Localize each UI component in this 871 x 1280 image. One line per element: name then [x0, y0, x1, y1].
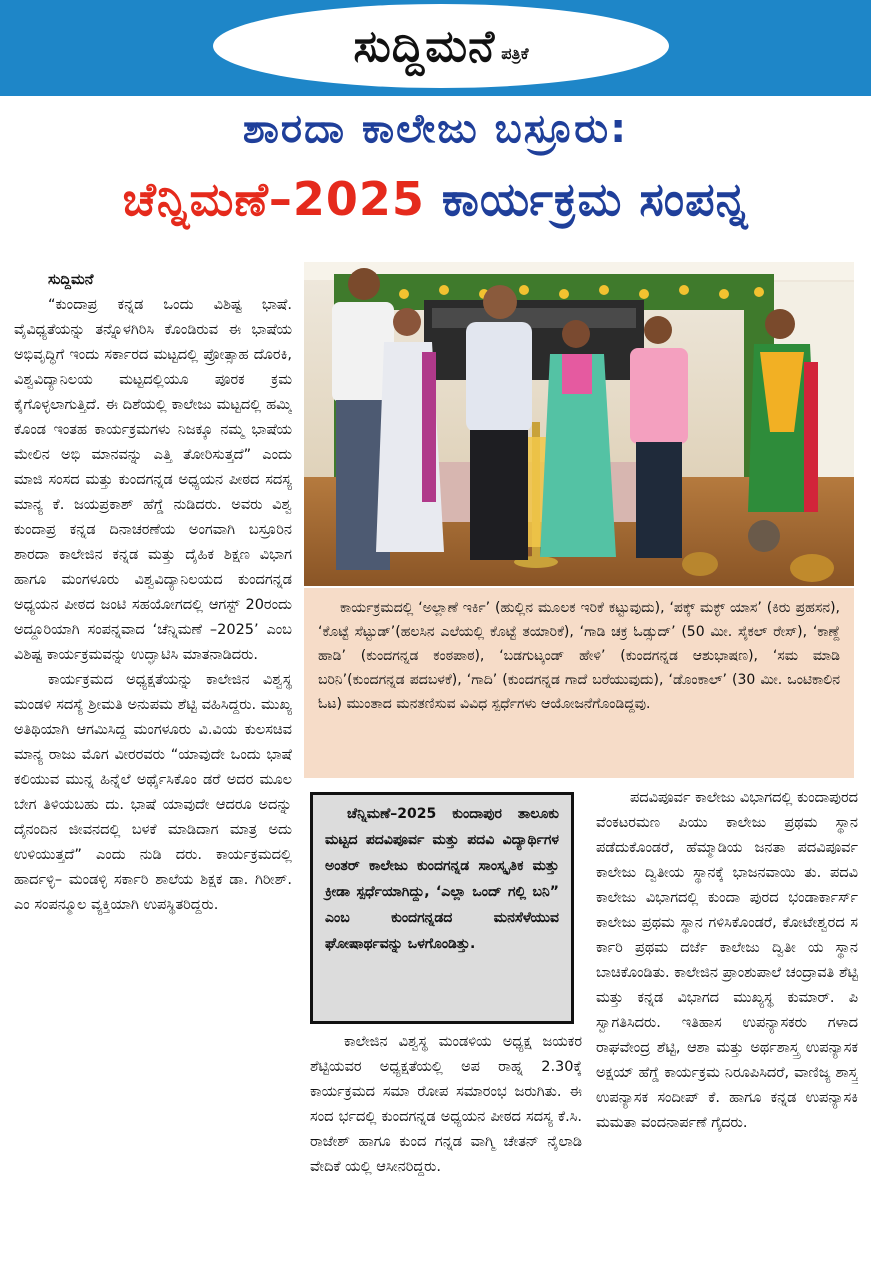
article-paragraph-2: ಕಾರ್ಯಕ್ರಮದ ಅಧ್ಯಕ್ಷತೆಯನ್ನು ಕಾಲೇಜಿನ ವಿಶ್ವಸ್ಥ ಮಂಡಳಿ ಸದಸ್ಯೆ ಶ್ರೀಮತಿ ಅನುಪಮ ಶೆಟ್ಟಿ ವಹಿಸಿದ್ದರು. ಮುಖ್ಯ ಅತಿಥಿಯಾಗಿ ಆಗಮಿಸಿದ್ದ ಮಂಗಳೂರು ವಿ.ವಿಯ ಕುಲಸಚಿವ ಮಾನ್ಯ ರಾಜು ಮೊಗ ವೀರರವರು “ಯಾವುದೇ ಒಂದು ಭಾಷೆ ಕಲಿಯುವ ಮುನ್ನ ಹಿನ್ನೆಲೆ ಅರ್ಥೈಸಿಕೊಂ ಡರೆ ಅದರ ಮೂಲ ಬೇಗ ತಿಳಿಯಬಹು ದು. ಭಾಷೆ ಯಾವುದೇ ಆದರೂ ಅದನ್ನು ದೈನಂದಿನ ಜೀವನದಲ್ಲಿ ಬಳಕೆ ಮಾಡಿದಾಗ ಮಾತ್ರ ಅದು ಉಳಿಯುತ್ತದೆ” ಎಂದು ನುಡಿ ದರು. ಕಾರ್ಯಕ್ರಮದಲ್ಲಿ ಹಾರ್ದಳ್ಳಿ– ಮಂಡಳ್ಳಿ ಸರ್ಕಾರಿ ಶಾಲೆಯ ಶಿಕ್ಷಕ ಡಾ. ಗಿರೀಶ್. ಎಂ ಸಂಪನ್ಮೂಲ ವ್ಯಕ್ತಿಯಾಗಿ ಉಪಸ್ಥಿತರಿದ್ದರು.	[14, 672, 292, 913]
newspaper-name: ಸುದ್ದಿಮನೆ	[353, 20, 496, 72]
article-column-right	[596, 786, 858, 1276]
highlight-text: ಚೆನ್ನಿಮಣೆ–2025 ಕುಂದಾಪುರ ತಾಲೂಕು ಮಟ್ಟದ ಪದವಿಪೂರ್ವ ಮತ್ತು ಪದವಿ ವಿದ್ಯಾರ್ಥಿಗಳ ಅಂತರ್ ಕಾಲೇಜು ಕುಂದಗನ್ನಡ ಸಾಂಸ್ಕೃತಿಕ ಮತ್ತು ಕ್ರೀಡಾ ಸ್ಪರ್ಧೆಯಾಗಿದ್ದು, ‘ಎಲ್ಲಾ ಒಂದ್ ಗಲ್ಲಿ ಬನಿ” ಎಂಬ ಕುಂದಗನ್ನಡದ ಮನಸೆಳೆಯುವ ಘೋಷಾರ್ಥವನ್ನು ಒಳಗೊಂಡಿತ್ತು.	[325, 806, 559, 952]
person-5	[630, 316, 688, 558]
headline-event-status: ಕಾರ್ಯಕ್ರಮ ಸಂಪನ್ನ	[441, 172, 749, 226]
article-paragraph-1: “ಕುಂದಾಪ್ರ ಕನ್ನಡ ಒಂದು ವಿಶಿಷ್ಟ ಭಾಷೆ. ವೈವಿಧ್ಯತೆಯನ್ನು ತನ್ನೊಳಗಿರಿಸಿ ಕೊಂಡಿರುವ ಈ ಭಾಷೆಯ ಅಭಿವೃದ್ಧಿಗೆ ಇಂದು ಸರ್ಕಾರದ ಮಟ್ಟದಲ್ಲಿ ಪ್ರೋತ್ಸಾಹ ದೊರಕಿ, ವಿಶ್ವವಿದ್ಯಾನಿಲಯ ಮಟ್ಟದಲ್ಲಿಯೂ ಪೂರಕ ಕ್ರಮ ಕೈಗೊಳ್ಳಲಾಗುತ್ತಿದೆ. ಈ ದಿಶೆಯಲ್ಲಿ ಕಾಲೇಜು ಮಟ್ಟದಲ್ಲಿ ಹಮ್ಮಿ ಕೊಂಡ ಇಂತಹ ಕಾರ್ಯಕ್ರಮಗಳು ನಿಜಕ್ಕೂ ನಮ್ಮ ಭಾಷೆಯ ಮೇಲಿನ ಅಭಿ ಮಾನವನ್ನು ಎತ್ತಿ ತೋರಿಸುತ್ತದೆ” ಎಂದು ಮಾಜಿ ಸಂಸದ ಮತ್ತು ಕುಂದಗನ್ನಡ ಅಧ್ಯಯನ ಪೀಠದ ಸದಸ್ಯ ಮಾನ್ಯ ಕೆ. ಜಯಪ್ರಕಾಶ್ ಹೆಗ್ಡೆ ನುಡಿದರು. ಅವರು ವಿಶ್ವ ಕುಂದಾಪ್ರ ಕನ್ನಡ ದಿನಾಚರಣೆಯ ಅಂಗವಾಗಿ ಬಸ್ರೂರಿನ ಶಾರದಾ ಕಾಲೇಜಿನ ಕನ್ನಡ ಮತ್ತು ದೈಹಿಕ ಶಿಕ್ಷಣ ವಿಭಾಗ ಹಾಗೂ ಮಂಗಳೂರು ವಿಶ್ವವಿದ್ಯಾನಿಲಯದ ಕುಂದಗನ್ನಡ ಅಧ್ಯಯನ ಪೀಠದ ಜಂಟಿ ಸಹಯೋಗದಲ್ಲಿ ಆಗಸ್ಟ್ 20ರಂದು ಅದ್ದೂರಿಯಾಗಿ ಸಂಪನ್ನವಾದ ‘ಚೆನ್ನಿಮಣೆ –2025’ ಎಂಬ ವಿಶಿಷ್ಟ ಕಾರ್ಯಕ್ರಮವನ್ನು ಉದ್ಘಾಟಿಸಿ ಮಾತನಾಡಿದರು.	[14, 297, 292, 663]
article-column-left	[14, 268, 292, 1270]
headline-line-1: ಶಾರದಾ ಕಾಲೇಜು ಬಸ್ರೂರು:	[242, 106, 629, 152]
masthead-banner	[0, 0, 871, 96]
caption-text: ಕಾರ್ಯಕ್ರಮದಲ್ಲಿ ‘ಅಲ್ಲಾಣೆ ಇರ್ಕಿ’ (ಹುಲ್ಲಿನ ಮೂಲಕ ಇರಿಕೆ ಕಟ್ಟುವುದು), ‘ಪಕ್ಕ್ ಮಕ್ಳ್ ಯಾಸ’ (ಕಿರು ಪ್ರಹಸನ), ‘ಕೊಟ್ಟೆ ಸೆಟ್ಟುಡ್’(ಹಲಸಿನ ಎಲೆಯಲ್ಲಿ ಕೊಟ್ಟೆ ತಯಾರಿಕೆ), ‘ಗಾಡಿ ಚಕ್ರ ಓಡ್ಸುದ್’ (50 ಮೀ. ಸೈಕಲ್ ರೇಸ್), ‘ಕಾಣ್ದೆ ಹಾಡಿ’ (ಕುಂದಗನ್ನಡ ಕಂಠಪಾಠ), ‘ಬಡಗುಟ್ಕಂಡ್ ಹೇಳಿ’ (ಕುಂದಗನ್ನಡ ಆಶುಭಾಷಣ), ‘ಸಮ ಮಾಡಿ ಬರಿನಿ’(ಕುಂದಗನ್ನಡ ಪದಬಳಕೆ), ‘ಗಾದಿ’ (ಕುಂದಗನ್ನಡ ಗಾದೆ ಬರೆಯುವುದು), ‘ಡೊಂಕಾಲ್’ (30 ಮೀ. ಒಂಟಿಕಾಲಿನ ಓಟ) ಮುಂತಾದ ಮನತಣಿಸುವ ವಿವಿಧ ಸ್ಪರ್ಧೆಗಳು ಆಯೋಜನೆಗೊಂಡಿದ್ದವು.	[318, 600, 840, 712]
newspaper-subtitle: ಪತ್ರಿಕೆ	[501, 44, 529, 63]
headline-line-2	[0, 172, 871, 228]
event-photo-illustration	[304, 262, 854, 586]
highlight-box	[310, 792, 574, 1024]
headline-event-name: ಚೆನ್ನಿಮಣೆ–2025	[122, 172, 425, 226]
article-paragraph-3: ಕಾಲೇಜಿನ ವಿಶ್ವಸ್ಥ ಮಂಡಳಿಯ ಅಧ್ಯಕ್ಷ ಜಯಕರ ಶೆಟ್ಟಿಯವರ ಅಧ್ಯಕ್ಷತೆಯಲ್ಲಿ ಅಪ ರಾಹ್ನ 2.30ಕ್ಕೆ ಕಾರ್ಯಕ್ರಮದ ಸಮಾ ರೋಪ ಸಮಾರಂಭ ಜರುಗಿತು. ಈ ಸಂದ ರ್ಭದಲ್ಲಿ ಕುಂದಗನ್ನಡ ಅಧ್ಯಯನ ಪೀಠದ ಸದಸ್ಯ ಕೆ.ಸಿ. ರಾಜೇಶ್ ಹಾಗೂ ಕುಂದ ಗನ್ನಡ ವಾಗ್ಮಿ ಚೇತನ್ ನೈಲಾಡಿ ವೇದಿಕೆ ಯಲ್ಲಿ ಆಸೀನರಿದ್ದರು.	[310, 1034, 582, 1175]
article-paragraph-4: ಪದವಿಪೂರ್ವ ಕಾಲೇಜು ವಿಭಾಗದಲ್ಲಿ ಕುಂದಾಪುರದ ವೆಂಕಟರಮಣ ಪಿಯು ಕಾಲೇಜು ಪ್ರಥಮ ಸ್ಥಾನ ಪಡೆದುಕೊಂಡರೆ, ಹೆಮ್ಮಾಡಿಯ ಜನತಾ ಪದವಿಪೂರ್ವ ಕಾಲೇಜು ದ್ವಿತೀಯ ಸ್ಥಾನಕ್ಕೆ ಭಾಜನವಾಯಿ ತು. ಪದವಿ ಕಾಲೇಜು ವಿಭಾಗದಲ್ಲಿ ಕುಂದಾ ಪುರದ ಭಂಡಾರ್ಕಾರ್ಸ್ ಕಾಲೇಜು ಪ್ರಥಮ ಸ್ಥಾನ ಗಳಿಸಿಕೊಂಡರೆ, ಕೋಟೇಶ್ವರದ ಸ ರ್ಕಾರಿ ಪ್ರಥಮ ದರ್ಜೆ ಕಾಲೇಜು ದ್ವಿತೀ ಯ ಸ್ಥಾನ ಬಾಚಿಕೊಂಡಿತು. ಕಾಲೇಜಿನ ಪ್ರಾಂಶುಪಾಲೆ ಚಂದ್ರಾವತಿ ಶೆಟ್ಟಿ ಮತ್ತು ಕನ್ನಡ ವಿಭಾಗದ ಮುಖ್ಯಸ್ಥ ಕುಮಾರ್. ಪಿ ಸ್ವಾಗತಿಸಿದರು. ಇತಿಹಾಸ ಉಪನ್ಯಾಸಕರು ಗಳಾದ ರಾಘವೇಂದ್ರ ಶೆಟ್ಟಿ, ಆಶಾ ಮತ್ತು ಅರ್ಥಶಾಸ್ತ್ರ ಉಪನ್ಯಾಸಕ ಅಕ್ಷಯ್ ಹೆಗ್ಡೆ ಕಾರ್ಯಕ್ರಮ ನಿರೂಪಿಸಿದರೆ, ವಾಣಿಜ್ಯ ಶಾಸ್ತ್ರ ಉಪನ್ಯಾಸಕ ಸಂದೀಪ್ ಕೆ. ಹಾಗೂ ಕನ್ನಡ ಉಪನ್ಯಾಸಕಿ ಮಮತಾ ವಂದನಾರ್ಪಣೆ ಗೈದರು.	[596, 790, 858, 1131]
photo-caption	[304, 588, 854, 778]
event-photo	[304, 262, 854, 586]
byline: ಸುದ್ದಿಮನೆ	[48, 272, 94, 288]
article-column-middle	[310, 1030, 582, 1274]
masthead-logo	[213, 4, 669, 88]
person-3	[466, 285, 532, 560]
